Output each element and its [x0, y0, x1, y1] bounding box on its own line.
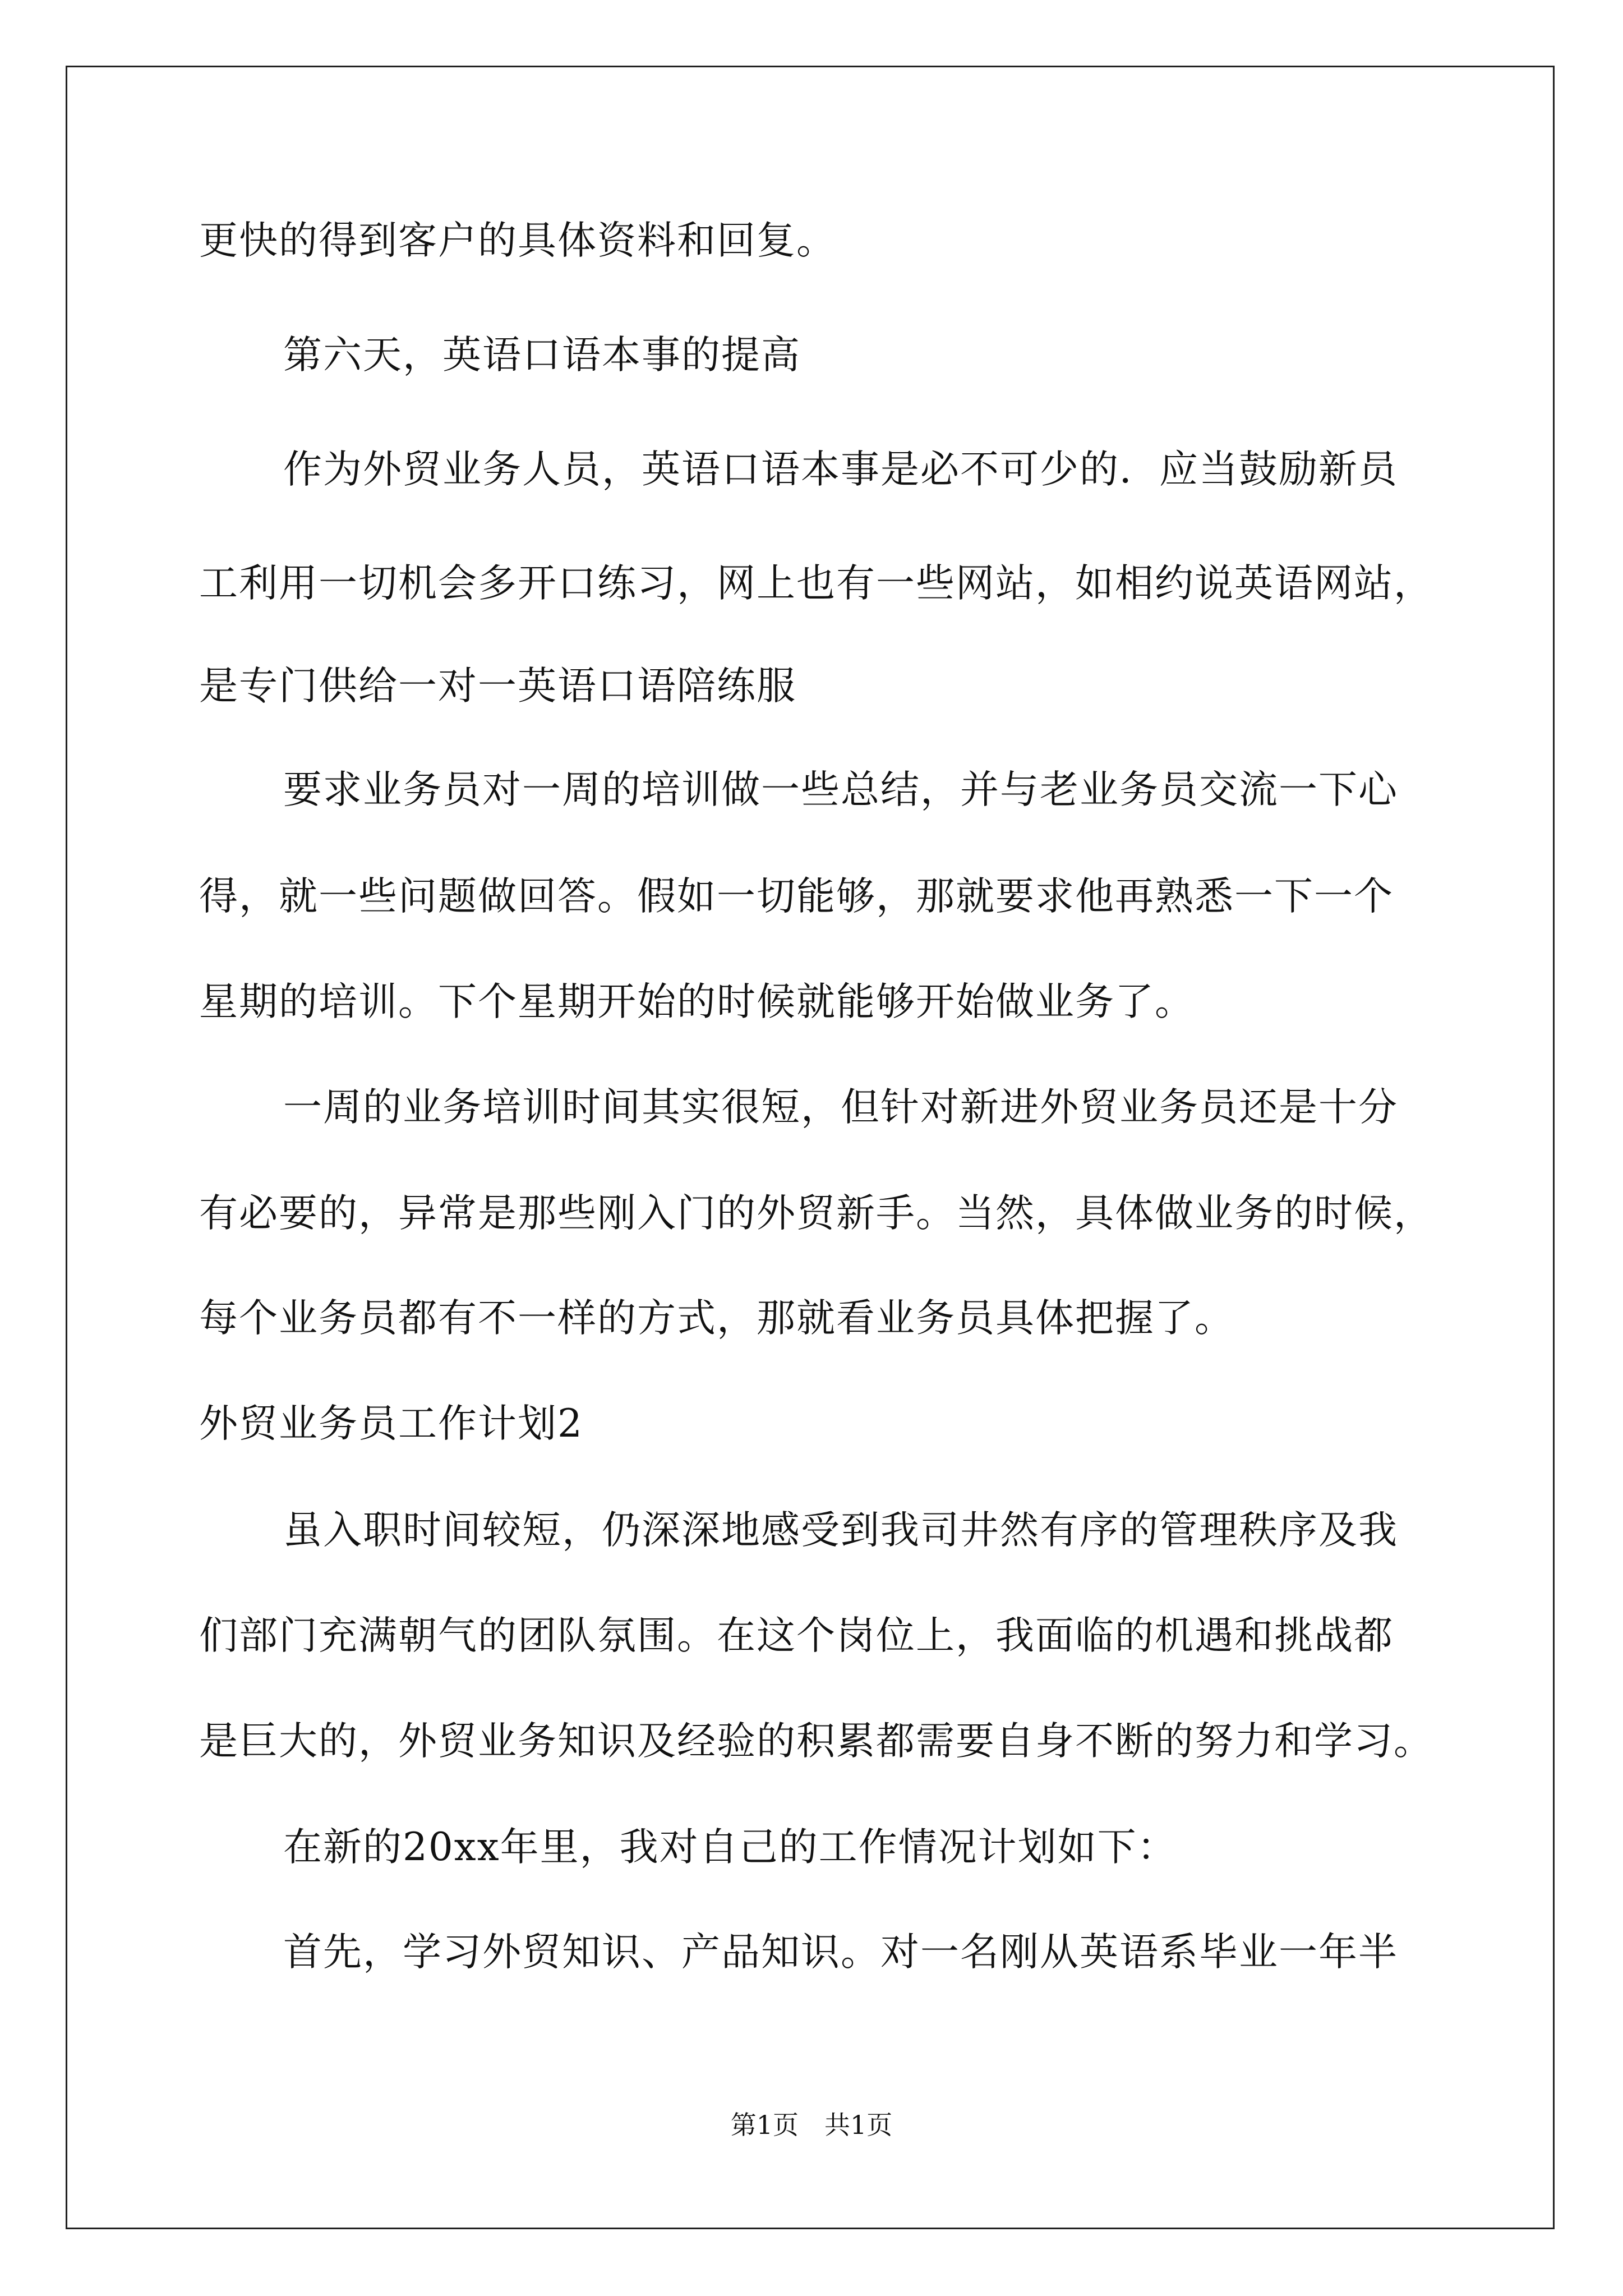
- paragraph-line: 们部门充满朝气的团队氛围。在这个岗位上，我面临的机遇和挑战都: [199, 1613, 1394, 1658]
- paragraph-line: 是专门供给一对一英语口语陪练服: [199, 664, 796, 708]
- paragraph-line: 首先，学习外贸知识、产品知识。对一名刚从英语系毕业一年半: [283, 1930, 1398, 1975]
- paragraph-line: 作为外贸业务人员，英语口语本事是必不可少的．应当鼓励新员: [283, 447, 1398, 492]
- paragraph-line: 得，就一些问题做回答。假如一切能够，那就要求他再熟悉一下一个: [199, 874, 1394, 919]
- page-border: [66, 66, 1555, 2229]
- section-heading-work-plan-2: 外贸业务员工作计划2: [199, 1401, 583, 1446]
- page-number-footer: 第1页 共1页: [730, 2110, 893, 2140]
- paragraph-line: 虽入职时间较短，仍深深地感受到我司井然有序的管理秩序及我: [283, 1508, 1398, 1553]
- paragraph-line: 一周的业务培训时间其实很短，但针对新进外贸业务员还是十分: [283, 1085, 1398, 1130]
- paragraph-line: 星期的培训。下个星期开始的时候就能够开始做业务了。: [199, 979, 1195, 1024]
- paragraph-line: 每个业务员都有不一样的方式，那就看业务员具体把握了。: [199, 1296, 1234, 1341]
- paragraph-line: 在新的20xx年里，我对自己的工作情况计划如下：: [283, 1825, 1177, 1870]
- paragraph-line: 有必要的，异常是那些刚入门的外贸新手。当然，具体做业务的时候，: [199, 1191, 1433, 1236]
- paragraph-line: 更快的得到客户的具体资料和回复。: [199, 218, 836, 263]
- paragraph-line: 工利用一切机会多开口练习，网上也有一些网站，如相约说英语网站，: [199, 561, 1433, 606]
- paragraph-line: 要求业务员对一周的培训做一些总结，并与老业务员交流一下心: [283, 767, 1398, 812]
- paragraph-line: 是巨大的，外贸业务知识及经验的积累都需要自身不断的努力和学习。: [199, 1719, 1433, 1764]
- section-heading-day-six: 第六天，英语口语本事的提高: [283, 333, 801, 378]
